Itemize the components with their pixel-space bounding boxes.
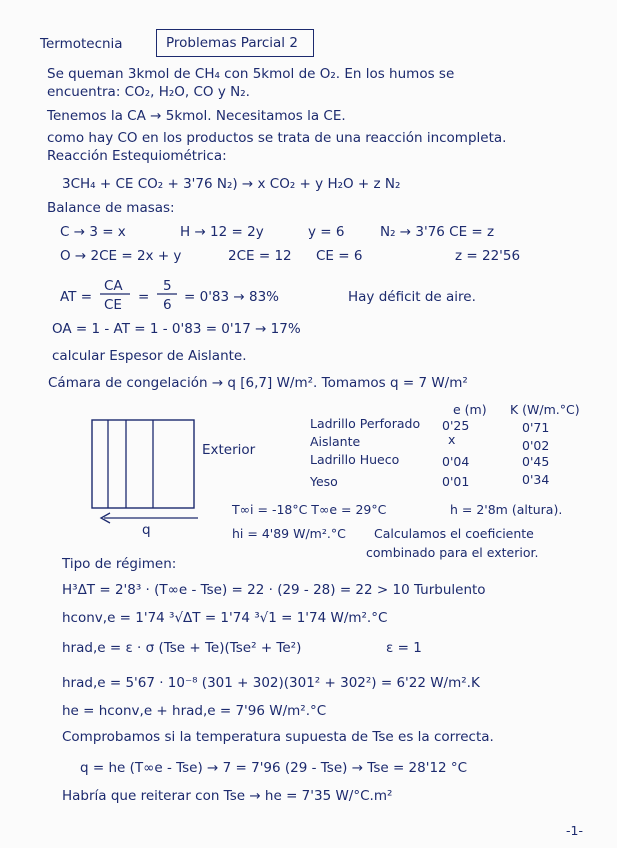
statement-line-3: Tenemos la CA → 5kmol. Necesitamos la CE. <box>47 108 346 124</box>
emissivity-value: ε = 1 <box>386 640 422 656</box>
material-thickness: 0'04 <box>442 454 470 469</box>
regime-line-8: Habría que reiterar con Tse → he = 7'35 W/°C.m² <box>62 788 393 804</box>
coefficient-note-1: Calculamos el coeficiente <box>374 526 534 541</box>
heat-flux-symbol: q <box>142 522 151 538</box>
material-name: Ladrillo Perforado <box>310 416 421 431</box>
material-conductivity: 0'02 <box>522 438 550 453</box>
material-name: Ladrillo Hueco <box>310 452 400 467</box>
col-conductivity-header: K (W/m.°C) <box>510 402 580 417</box>
regime-line-1: H³ΔT = 2'8³ · (T∞e - Tse) = 22 · (29 - 28) = 22 > 10 Turbulento <box>62 582 486 598</box>
balance-y: y = 6 <box>308 224 345 240</box>
page-number: -1- <box>566 823 583 838</box>
material-thickness: x <box>448 432 456 447</box>
freezer-chamber-line: Cámara de congelación → q [6,7] W/m². Tomamos q = 7 W/m² <box>48 375 468 391</box>
balance-ce-2: CE = 6 <box>316 248 363 264</box>
regime-line-2: hconv,e = 1'74 ³√ΔT = 1'74 ³√1 = 1'74 W/m².°C <box>62 610 388 626</box>
material-name: Yeso <box>310 474 338 489</box>
at-equals: = <box>138 289 150 305</box>
col-thickness-header: e (m) <box>453 402 487 417</box>
material-conductivity: 0'34 <box>522 472 550 487</box>
regime-line-7: q = he (T∞e - Tse) → 7 = 7'96 (29 - Tse) → Tse = 28'12 °C <box>80 760 468 776</box>
at-denominator-1: CE <box>104 297 122 313</box>
at-numerator-1: CA <box>104 278 123 294</box>
material-conductivity: 0'71 <box>522 420 550 435</box>
balance-ce-1: 2CE = 12 <box>228 248 292 264</box>
insulation-title: calcular Espesor de Aislante. <box>52 348 247 364</box>
material-conductivity: 0'45 <box>522 454 550 469</box>
regime-line-5: he = hconv,e + hrad,e = 7'96 W/m².°C <box>62 703 327 719</box>
at-denominator-2: 6 <box>163 297 172 313</box>
balance-hydrogen: H → 12 = 2y <box>180 224 264 240</box>
material-thickness: 0'25 <box>442 418 470 433</box>
coefficient-note-2: combinado para el exterior. <box>366 545 539 560</box>
wall-height: h = 2'8m (altura). <box>450 502 563 517</box>
stoichiometric-reaction: 3CH₄ + CE CO₂ + 3'76 N₂) → x CO₂ + y H₂O + z N₂ <box>62 176 401 192</box>
balance-oxygen: O → 2CE = 2x + y <box>60 248 182 264</box>
material-name: Aislante <box>310 434 361 449</box>
material-thickness: 0'01 <box>442 474 470 489</box>
regime-line-3: hrad,e = ε · σ (Tse + Te)(Tse² + Te²) <box>62 640 302 656</box>
statement-line-4: como hay CO en los productos se trata de una reacción incompleta. <box>47 130 507 146</box>
statement-line-1: Se queman 3kmol de CH₄ con 5kmol de O₂. En los humos se <box>47 66 455 82</box>
subject-label: Termotecnia <box>40 36 123 52</box>
balance-carbon: C → 3 = x <box>60 224 126 240</box>
air-deficit-note: Hay déficit de aire. <box>348 289 476 305</box>
regime-line-4: hrad,e = 5'67 · 10⁻⁸ (301 + 302)(301² + 302²) = 6'22 W/m².K <box>62 675 480 691</box>
balance-nitrogen: N₂ → 3'76 CE = z <box>380 224 495 240</box>
balance-z: z = 22'56 <box>455 248 521 264</box>
temperatures: T∞i = -18°C T∞e = 29°C <box>232 502 387 517</box>
at-lhs: AT = <box>60 289 93 305</box>
regime-title: Tipo de régimen: <box>62 556 177 572</box>
mass-balance-title: Balance de masas: <box>47 200 175 216</box>
oa-equation: OA = 1 - AT = 1 - 0'83 = 0'17 → 17% <box>52 321 301 337</box>
hi-value: hi = 4'89 W/m².°C <box>232 526 346 541</box>
at-result: = 0'83 → 83% <box>184 289 279 305</box>
regime-line-6: Comprobamos si la temperatura supuesta de Tse es la correcta. <box>62 729 494 745</box>
exterior-label: Exterior <box>202 442 256 458</box>
statement-line-2: encuentra: CO₂, H₂O, CO y N₂. <box>47 84 250 100</box>
reaction-title: Reacción Estequiométrica: <box>47 148 227 164</box>
at-numerator-2: 5 <box>163 278 172 294</box>
page-title: Problemas Parcial 2 <box>166 35 298 51</box>
